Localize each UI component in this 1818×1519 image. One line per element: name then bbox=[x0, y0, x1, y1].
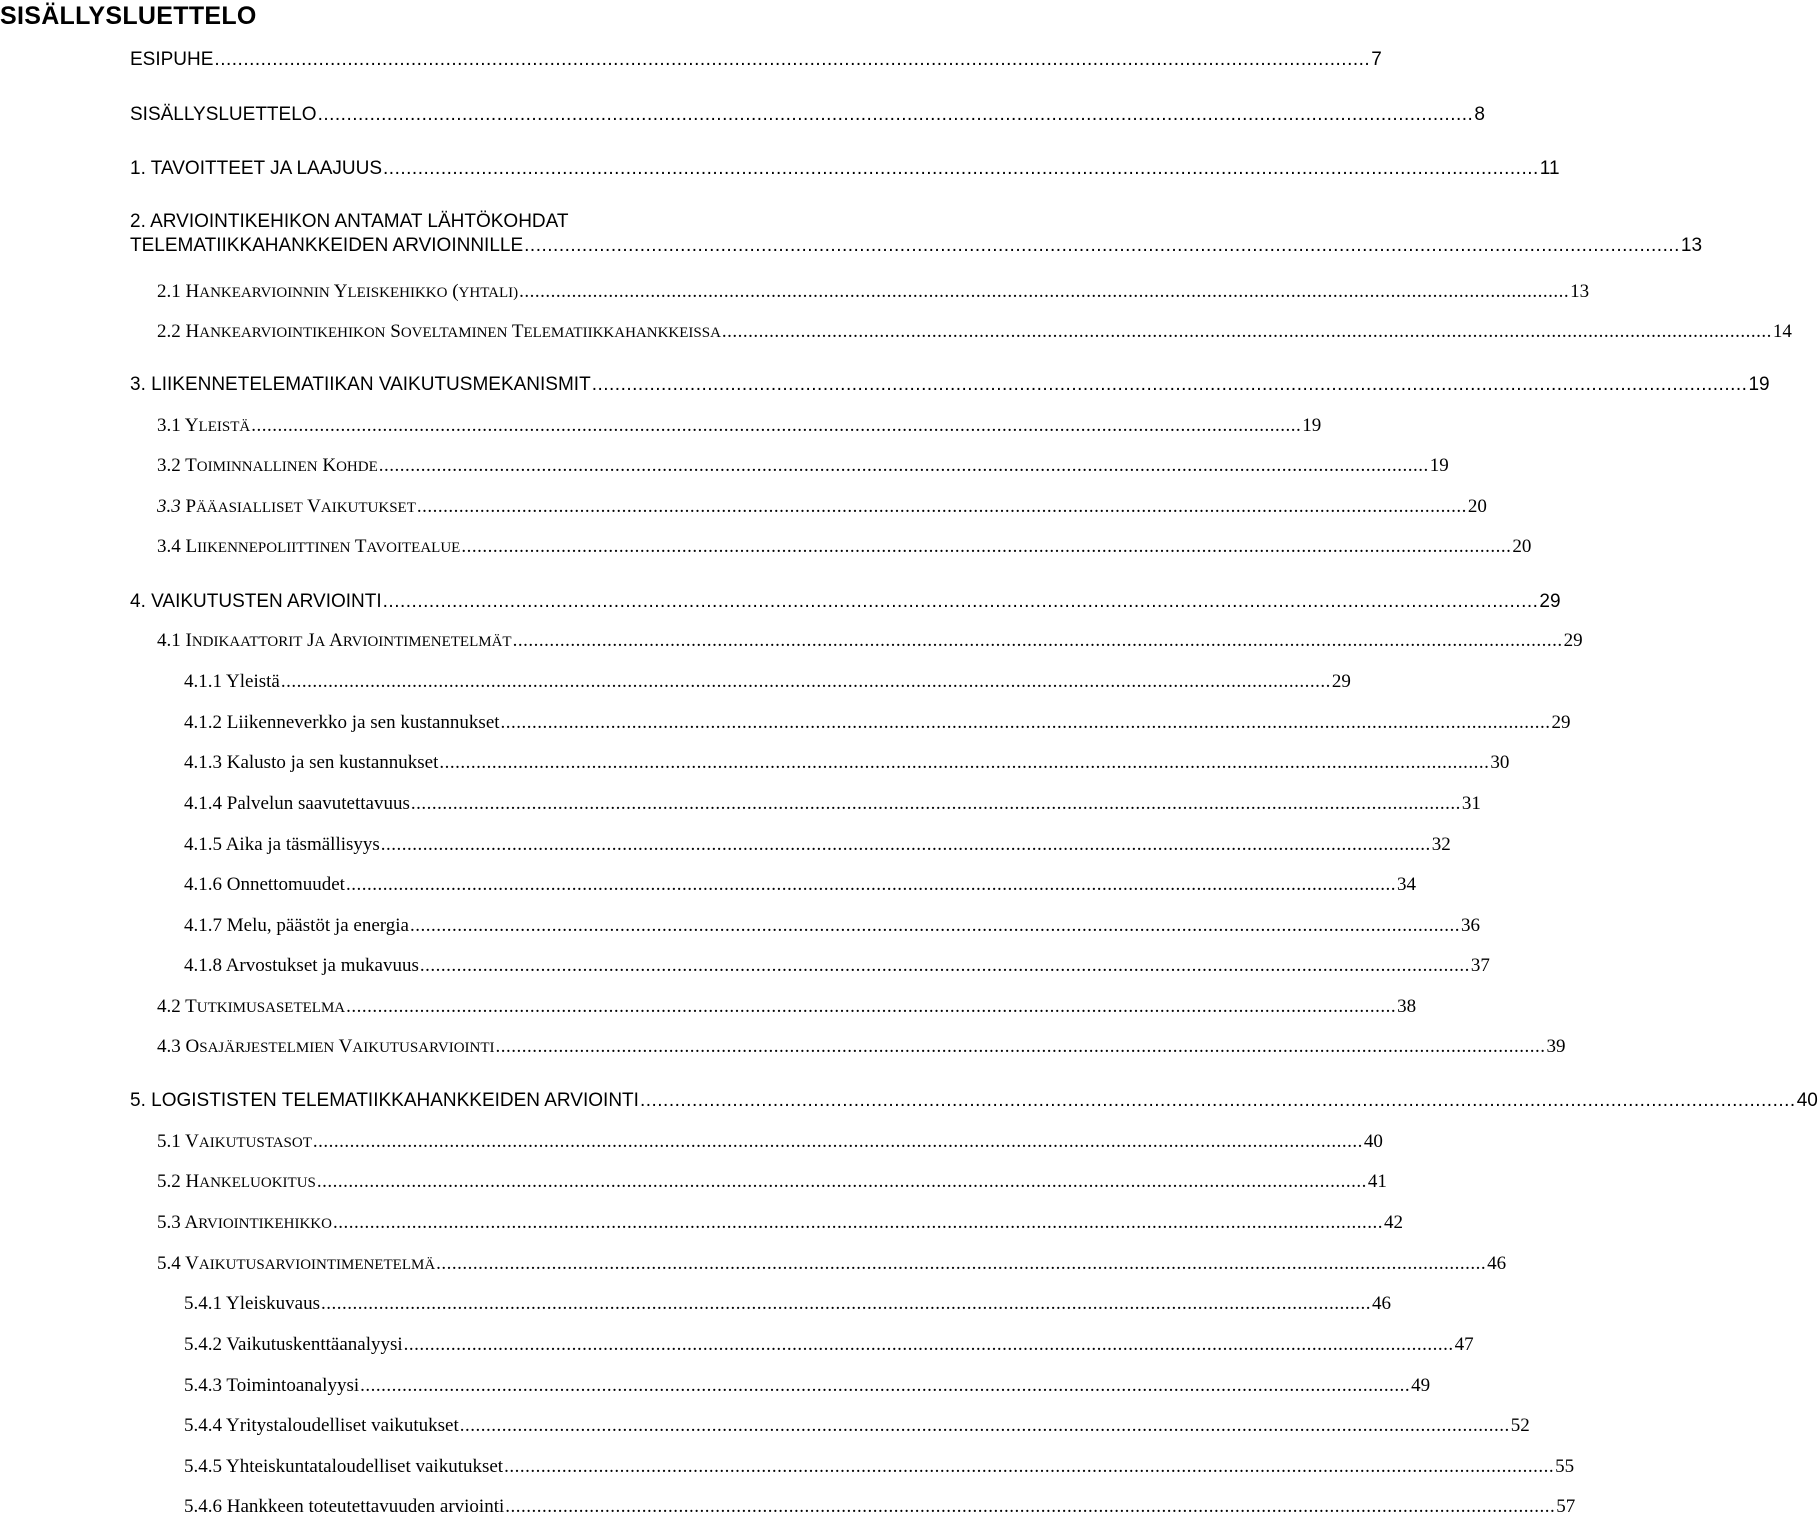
toc-entry-number: 5.4 bbox=[157, 1253, 181, 1274]
toc-entry-number: 4. bbox=[130, 591, 146, 612]
leader-dots: ........................................................................................................................................................................................................ bbox=[436, 1253, 1487, 1274]
toc-entry-esipuhe[interactable] bbox=[130, 48, 1382, 72]
toc-entry-5-4-4[interactable] bbox=[184, 1414, 1530, 1438]
toc-entry-chapter-4[interactable] bbox=[130, 590, 1561, 614]
toc-page-number: 19 bbox=[1302, 415, 1322, 436]
toc-entry-title: Toimintoanalyysi bbox=[226, 1375, 360, 1396]
leader-dots: ........................................................................................................................................................................................................ bbox=[382, 591, 1539, 612]
toc-entry-title: HANKEARVIOINTIKEHIKON SOVELTAMINEN TELEMATIIKKAHANKKEISSA bbox=[185, 321, 721, 342]
toc-entry-title: Yhteiskuntataloudelliset vaikutukset bbox=[226, 1456, 504, 1477]
toc-page-number: 7 bbox=[1371, 49, 1382, 70]
leader-dots: ........................................................................................................................................................................................................ bbox=[410, 793, 1461, 814]
toc-entry-3-4[interactable] bbox=[157, 535, 1532, 560]
toc-entry-2-2[interactable] bbox=[157, 320, 1792, 345]
toc-entry-title: PÄÄASIALLISET VAIKUTUKSET bbox=[185, 496, 416, 517]
toc-entry-number: 4.1.7 bbox=[184, 915, 222, 936]
toc-entry-4-1[interactable] bbox=[157, 629, 1583, 654]
toc-page-number: 29 bbox=[1331, 671, 1351, 692]
toc-page-number: 29 bbox=[1563, 630, 1583, 651]
toc-entry-title: Onnettomuudet bbox=[226, 874, 345, 895]
leader-dots: ........................................................................................................................................................................................................ bbox=[439, 752, 1490, 773]
toc-page-number: 41 bbox=[1367, 1171, 1387, 1192]
toc-entry-number: 3.2 bbox=[157, 455, 181, 476]
toc-entry-title: ARVIOINTIKEHIKKO bbox=[184, 1212, 332, 1233]
toc-entry-chapter-2[interactable] bbox=[130, 210, 1703, 258]
toc-entry-number: 5.4.5 bbox=[184, 1456, 222, 1477]
toc-entry-title: Yritystaloudelliset vaikutukset bbox=[226, 1415, 459, 1436]
leader-dots: ........................................................................................................................................................................................................ bbox=[591, 374, 1748, 395]
toc-entry-3-3[interactable] bbox=[157, 495, 1487, 520]
toc-entry-title: VAIKUTUSARVIOINTIMENETELMÄ bbox=[185, 1253, 436, 1274]
toc-entry-4-1-7[interactable] bbox=[184, 914, 1480, 938]
leader-dots: ........................................................................................................................................................................................................ bbox=[504, 1456, 1555, 1477]
toc-entry-title: Yleiskuvaus bbox=[226, 1293, 320, 1314]
page-title: SISÄLLYSLUETTELO bbox=[0, 2, 257, 30]
toc-page-number: 29 bbox=[1551, 712, 1571, 733]
toc-entry-number: 5. bbox=[130, 1090, 146, 1111]
toc-entry-4-1-2[interactable] bbox=[184, 711, 1571, 735]
toc-entry-5-3[interactable] bbox=[157, 1211, 1403, 1236]
toc-entry-title: Aika ja täsmällisyys bbox=[225, 834, 380, 855]
toc-entry-title: Palvelun saavutettavuus bbox=[226, 793, 410, 814]
toc-entry-title: Liikenneverkko ja sen kustannukset bbox=[226, 712, 500, 733]
toc-page-number: 52 bbox=[1510, 1415, 1530, 1436]
toc-entry-number: 5.2 bbox=[157, 1171, 181, 1192]
toc-entry-number: 4.1.6 bbox=[184, 874, 222, 895]
leader-dots: ........................................................................................................................................................................................................ bbox=[214, 49, 1371, 70]
leader-dots: ........................................................................................................................................................................................................ bbox=[320, 1293, 1371, 1314]
toc-entry-5-4[interactable] bbox=[157, 1252, 1507, 1277]
toc-entry-number: 4.1.5 bbox=[184, 834, 222, 855]
toc-entry-sisallysluettelo[interactable] bbox=[130, 103, 1485, 127]
leader-dots: ........................................................................................................................................................................................................ bbox=[505, 1496, 1556, 1517]
toc-page-number: 40 bbox=[1796, 1090, 1818, 1111]
toc-entry-title: HANKELUOKITUS bbox=[185, 1171, 316, 1192]
leader-dots: ........................................................................................................................................................................................................ bbox=[500, 712, 1551, 733]
toc-entry-chapter-5[interactable] bbox=[130, 1089, 1818, 1113]
toc-page-number: 32 bbox=[1431, 834, 1451, 855]
toc-entry-title: VAIKUTUSTEN ARVIOINTI bbox=[151, 591, 382, 612]
toc-entry-number: 4.1.2 bbox=[184, 712, 222, 733]
toc-page-number: 34 bbox=[1396, 874, 1416, 895]
toc-entry-number: 4.1 bbox=[157, 630, 181, 651]
toc-entry-number: 3.4 bbox=[157, 536, 181, 557]
toc-entry-5-4-6[interactable] bbox=[184, 1495, 1576, 1519]
toc-page-number: 14 bbox=[1772, 321, 1792, 342]
toc-entry-number: 4.1.1 bbox=[184, 671, 222, 692]
leader-dots: ........................................................................................................................................................................................................ bbox=[312, 1131, 1363, 1152]
leader-dots: ........................................................................................................................................................................................................ bbox=[403, 1334, 1454, 1355]
leader-dots: ........................................................................................................................................................................................................ bbox=[721, 321, 1772, 342]
leader-dots: ........................................................................................................................................................................................................ bbox=[332, 1212, 1383, 1233]
toc-entry-5-4-1[interactable] bbox=[184, 1292, 1391, 1316]
toc-entry-title: Arvostukset ja mukavuus bbox=[225, 955, 419, 976]
toc-page-number: 13 bbox=[1680, 235, 1703, 256]
toc-entry-number: 4.1.8 bbox=[184, 955, 222, 976]
toc-page-number: 19 bbox=[1748, 374, 1770, 395]
toc-entry-number: 2.1 bbox=[157, 281, 181, 302]
toc-entry-number: 3.1 bbox=[157, 415, 181, 436]
toc-page-number: 20 bbox=[1467, 496, 1487, 517]
leader-dots: ........................................................................................................................................................................................................ bbox=[459, 1415, 1510, 1436]
toc-entry-title: TUTKIMUSASETELMA bbox=[185, 996, 346, 1017]
toc-entry-5-4-5[interactable] bbox=[184, 1455, 1575, 1479]
toc-entry-5-4-3[interactable] bbox=[184, 1374, 1431, 1398]
toc-entry-2-1[interactable] bbox=[157, 280, 1590, 305]
toc-page-number: 57 bbox=[1556, 1496, 1576, 1517]
leader-dots: ........................................................................................................................................................................................................ bbox=[345, 874, 1396, 895]
toc-entry-4-1-5[interactable] bbox=[184, 833, 1451, 857]
leader-dots: ........................................................................................................................................................................................................ bbox=[461, 536, 1512, 557]
toc-page-number: 39 bbox=[1546, 1036, 1566, 1057]
toc-entry-title: Vaikutuskenttäanalyysi bbox=[226, 1334, 403, 1355]
leader-dots: ........................................................................................................................................................................................................ bbox=[419, 955, 1470, 976]
toc-page-number: 13 bbox=[1570, 281, 1590, 302]
toc-entry-3-1[interactable] bbox=[157, 414, 1322, 439]
toc-entry-number: 1. bbox=[130, 158, 146, 179]
toc-entry-4-1-3[interactable] bbox=[184, 751, 1510, 775]
toc-entry-number: 2. bbox=[130, 211, 146, 232]
toc-page-number: 31 bbox=[1461, 793, 1481, 814]
leader-dots: ........................................................................................................................................................................................................ bbox=[512, 630, 1563, 651]
leader-dots: ........................................................................................................................................................................................................ bbox=[316, 1171, 1367, 1192]
leader-dots: ........................................................................................................................................................................................................ bbox=[360, 1375, 1411, 1396]
toc-page-number: 42 bbox=[1383, 1212, 1403, 1233]
toc-entry-title: ESIPUHE bbox=[130, 49, 214, 70]
leader-dots: ........................................................................................................................................................................................................ bbox=[409, 915, 1460, 936]
toc-entry-4-1-4[interactable] bbox=[184, 792, 1481, 816]
toc-entry-number: 5.4.2 bbox=[184, 1334, 222, 1355]
toc-entry-title-line1: ARVIOINTIKEHIKON ANTAMAT LÄHTÖKOHDAT bbox=[150, 211, 569, 232]
toc-entry-number: 5.1 bbox=[157, 1131, 181, 1152]
toc-entry-number: 2.2 bbox=[157, 321, 181, 342]
toc-entry-title: Yleistä bbox=[226, 671, 280, 692]
toc-page-number: 8 bbox=[1474, 104, 1485, 125]
toc-entry-5-2[interactable] bbox=[157, 1170, 1387, 1195]
toc-page-number: 47 bbox=[1454, 1334, 1474, 1355]
toc-entry-title: INDIKAATTORIT JA ARVIOINTIMENETELMÄT bbox=[185, 630, 512, 651]
toc-entry-4-1-6[interactable] bbox=[184, 873, 1416, 897]
toc-entry-title-line2: TELEMATIIKKAHANKKEIDEN ARVIOINNILLE bbox=[130, 235, 524, 256]
toc-entry-title: LIIKENNEPOLIITTINEN TAVOITEALUE bbox=[185, 536, 461, 557]
toc-entry-number: 5.4.1 bbox=[184, 1293, 222, 1314]
leader-dots: ........................................................................................................................................................................................................ bbox=[346, 996, 1397, 1017]
toc-entry-number: 4.3 bbox=[157, 1036, 181, 1057]
toc-entry-chapter-1[interactable] bbox=[130, 157, 1560, 181]
toc-entry-number: 5.4.6 bbox=[184, 1496, 222, 1517]
leader-dots: ........................................................................................................................................................................................................ bbox=[380, 834, 1431, 855]
toc-page-number: 37 bbox=[1470, 955, 1490, 976]
leader-dots: ........................................................................................................................................................................................................ bbox=[495, 1036, 1546, 1057]
leader-dots: ........................................................................................................................................................................................................ bbox=[519, 281, 1570, 302]
toc-entry-number: 4.1.3 bbox=[184, 752, 222, 773]
toc-entry-5-4-2[interactable] bbox=[184, 1333, 1474, 1357]
toc-entry-4-1-1[interactable] bbox=[184, 670, 1351, 694]
toc-entry-3-2[interactable] bbox=[157, 454, 1449, 479]
toc-entry-title: Kalusto ja sen kustannukset bbox=[226, 752, 439, 773]
leader-dots: ........................................................................................................................................................................................................ bbox=[639, 1090, 1796, 1111]
toc-entry-title: LOGISTISTEN TELEMATIIKKAHANKKEIDEN ARVIOINTI bbox=[151, 1090, 639, 1111]
leader-dots: ........................................................................................................................................................................................................ bbox=[383, 158, 1539, 179]
toc-entry-title: LIIKENNETELEMATIIKAN VAIKUTUSMEKANISMIT bbox=[151, 374, 591, 395]
toc-entry-number: 4.2 bbox=[157, 996, 181, 1017]
leader-dots: ........................................................................................................................................................................................................ bbox=[416, 496, 1467, 517]
toc-page-number: 55 bbox=[1555, 1456, 1575, 1477]
toc-entry-title: HANKEARVIOINNIN YLEISKEHIKKO (YHTALI) bbox=[185, 281, 519, 302]
toc-page-number: 38 bbox=[1397, 996, 1417, 1017]
toc-entry-5-1[interactable] bbox=[157, 1130, 1383, 1155]
toc-page-number: 11 bbox=[1539, 158, 1560, 179]
toc-entry-number: 5.4.4 bbox=[184, 1415, 222, 1436]
toc-entry-number: 3. bbox=[130, 374, 146, 395]
toc-page-number: 30 bbox=[1490, 752, 1510, 773]
toc-page-number: 36 bbox=[1460, 915, 1480, 936]
toc-entry-number: 4.1.4 bbox=[184, 793, 222, 814]
toc-page-number: 20 bbox=[1512, 536, 1532, 557]
leader-dots: ........................................................................................................................................................................................................ bbox=[524, 235, 1680, 256]
leader-dots: ........................................................................................................................................................................................................ bbox=[280, 671, 1331, 692]
toc-entry-title: VAIKUTUSTASOT bbox=[185, 1131, 312, 1152]
toc-entry-title: SISÄLLYSLUETTELO bbox=[130, 104, 317, 125]
leader-dots: ........................................................................................................................................................................................................ bbox=[378, 455, 1429, 476]
toc-entry-title: Hankkeen toteutettavuuden arviointi bbox=[226, 1496, 505, 1517]
leader-dots: ........................................................................................................................................................................................................ bbox=[251, 415, 1302, 436]
toc-entry-title: TOIMINNALLINEN KOHDE bbox=[185, 455, 378, 476]
toc-entry-4-3[interactable] bbox=[157, 1035, 1566, 1060]
toc-entry-title: YLEISTÄ bbox=[184, 415, 251, 436]
toc-entry-number: 3.3 bbox=[157, 496, 181, 517]
toc-page-number: 29 bbox=[1539, 591, 1561, 612]
toc-page-number: 40 bbox=[1363, 1131, 1383, 1152]
toc-entry-4-2[interactable] bbox=[157, 995, 1417, 1020]
toc-page-number: 46 bbox=[1487, 1253, 1507, 1274]
toc-page-number: 49 bbox=[1411, 1375, 1431, 1396]
toc-entry-title: OSAJÄRJESTELMIEN VAIKUTUSARVIOINTI bbox=[185, 1036, 495, 1057]
toc-entry-number: 5.3 bbox=[157, 1212, 181, 1233]
leader-dots: ........................................................................................................................................................................................................ bbox=[317, 104, 1474, 125]
toc-page-number: 46 bbox=[1371, 1293, 1391, 1314]
toc-page-number: 19 bbox=[1429, 455, 1449, 476]
toc-entry-number: 5.4.3 bbox=[184, 1375, 222, 1396]
toc-entry-chapter-3[interactable] bbox=[130, 373, 1770, 397]
toc-entry-title: Melu, päästöt ja energia bbox=[226, 915, 409, 936]
toc-entry-title: TAVOITTEET JA LAAJUUS bbox=[150, 158, 383, 179]
toc-entry-4-1-8[interactable] bbox=[184, 954, 1490, 978]
